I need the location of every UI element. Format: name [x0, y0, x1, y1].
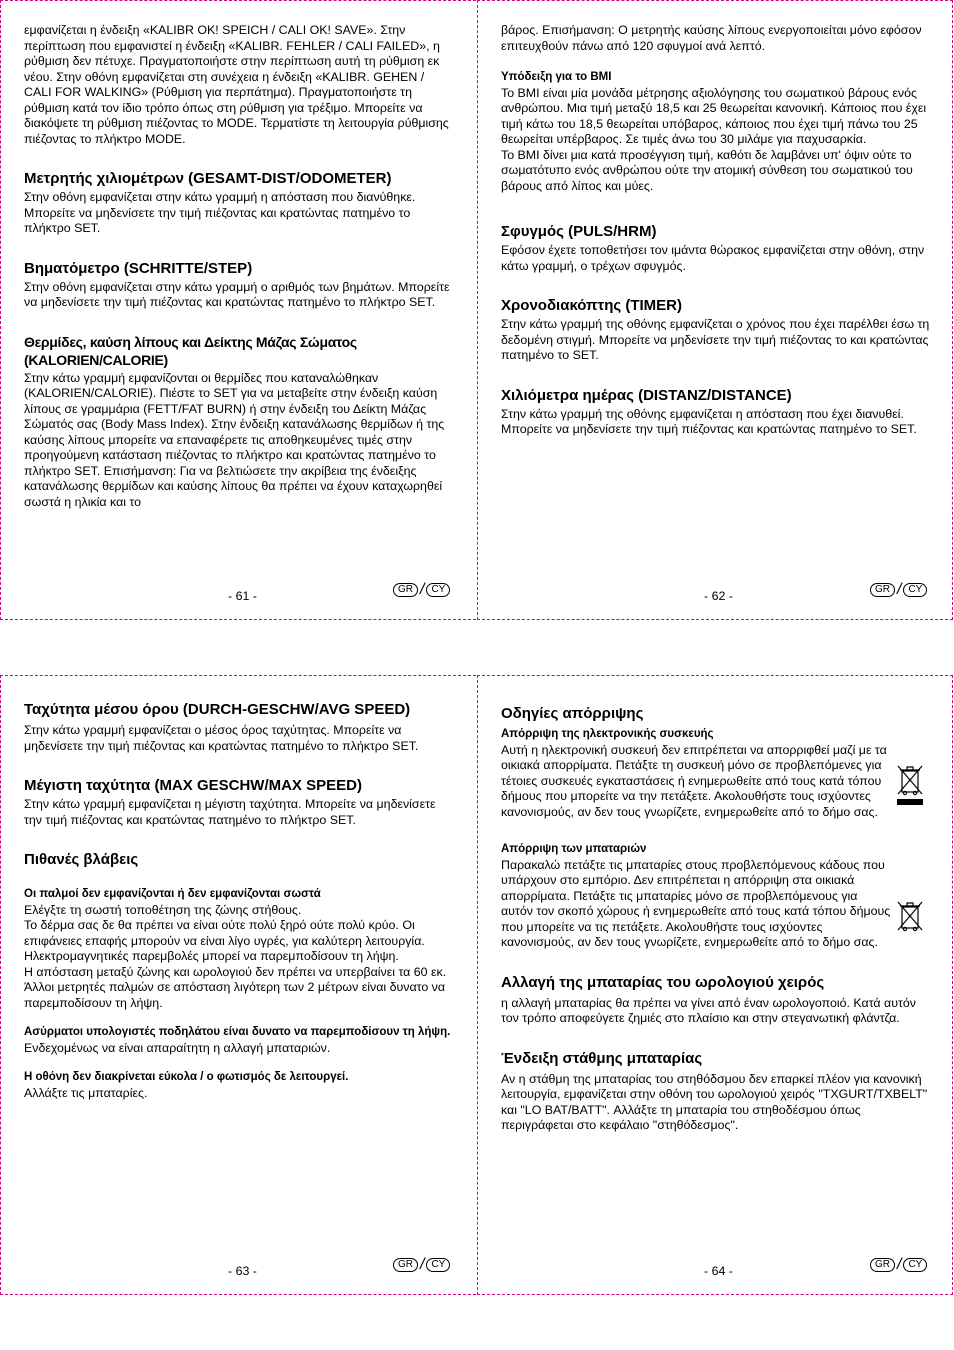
badge-cy: CY	[903, 1258, 927, 1272]
badge-cy: CY	[903, 583, 927, 597]
language-badge	[393, 583, 450, 597]
badge-cy: CY	[426, 1258, 450, 1272]
page-number: - 63 -	[228, 1264, 257, 1278]
paragraph: Ενδεχομένως να είναι απαραίτητη η αλλαγή μπαταριών.	[24, 1040, 331, 1055]
paragraph: Εφόσον έχετε τοποθετήσει τον ιμάντα θώρακος εμφανίζεται στην οθόνη, στην κάτω γραμμή, ο τρέχων σφυγμός.	[501, 243, 925, 273]
paragraph: η αλλαγή μπαταρίας θα πρέπει να γίνει από έναν ωρολογοποιό. Κατά αυτόν τον τρόπο αποφεύγετε ζημιές στο πλαίσιο και στην στεγανωτική φλάντζα.	[501, 995, 916, 1025]
section-heading: Ένδειξη στάθμης μπαταρίας	[501, 1049, 703, 1067]
subsection-heading: Απόρριψη της ηλεκτρονικής συσκευής	[501, 728, 714, 740]
badge-slash: /	[420, 1256, 425, 1273]
page-63	[0, 675, 476, 1295]
page-61	[0, 0, 476, 620]
paragraph: Στην κάτω γραμμή εμφανίζονται οι θερμίδες που καταναλώθηκαν (KALORIEN/CALORIE). Πιέστε το SET για να μεταβείτε στην ένδειξη καύση λίπους σε γραμμάρια (FETT/FAT BURN) ή στην ένδειξη του Δείκτη Μάζας Σώματός σας (Body Mass Index). Στην ένδειξη κατανάλωσης θερμίδων ή της καύσης λίπους μπορείτε να επαναφέρετε τις αποθηκευμένες τιμές στην προηγούμενη κατάσταση πιέζοντας το πλήκτρο και κρατώντας πατημένο το πλήκτρο SET. Επισήμανση: Για να βελτιώσετε την ακρίβεια της ένδειξης κατανάλωσης θερμίδων και καύσης λίπους θα πρέπει να έχουν καταχωρηθεί σωστά η ηλικία και το	[24, 370, 445, 509]
section-heading: Αλλαγή της μπαταρίας του ωρολογιού χειρός	[501, 973, 825, 991]
section-heading: Χρονοδιακόπτης (TIMER)	[501, 297, 683, 314]
subsection-heading: Απόρριψη των μπαταριών	[501, 843, 647, 855]
paragraph: Αλλάξτε τις μπαταρίες.	[24, 1085, 148, 1100]
paragraph: Το BMI είναι μία μονάδα μέτρησης αξιολόγησης του σωματικού βάρους ενός ανθρώπου. Μια τιμή μεταξύ 18,5 και 25 θεωρείται κανονική. Κάποιος που έχει τιμή κάτω του 18,5 θεωρείται υπόβαρος, κάποιος που έχει τιμή πάνω του 25 θεωρείται υπέρβαρος. Σε τιμές άνω του 30 μιλάμε για παχυσαρκία.	[501, 85, 927, 146]
paragraph: Άλλοι μετρητές παλμών σε απόσταση λιγότερη των 2 μέτρων είναι δυνατο να παρεμποδίσουν τη λήψη.	[24, 980, 446, 1010]
language-badge	[393, 1258, 450, 1272]
section-heading: Μετρητής χιλιομέτρων (GESAMT-DIST/ODOMETER)	[24, 170, 392, 187]
language-badge	[870, 583, 927, 597]
paragraph: Στην κάτω γραμμή της οθόνης εμφανίζεται ο χρόνος που έχει παρέλθει έσω τη δεδομένη στιγμή. Μπορείτε να μηδενίσετε την τιμή πιέζοντας το και κρατώντας πατημένο το SET.	[501, 317, 930, 362]
page-number: - 64 -	[704, 1264, 733, 1278]
badge-gr: GR	[393, 583, 418, 597]
page-number: - 62 -	[704, 589, 733, 603]
paragraph: Στην κάτω γραμμή εμφανίζεται η μέγιστη ταχύτητα. Μπορείτε να μηδενίσετε την τιμή πιέζοντας και κρατώντας πατημένο το πλήκτρο SET.	[24, 797, 436, 827]
page-number: - 61 -	[228, 589, 257, 603]
paragraph: Το BMI δίνει μια κατά προσέγγιση τιμή, καθότι δε λαμβάνει υπ' όψιν ούτε το σωματότυπο ενός ανθρώπου ούτε την ατομική σύνθεση του σωματικού του βάρους από λίπος και μύες.	[501, 147, 913, 193]
paragraph: Στην οθόνη εμφανίζεται στην κάτω γραμμή η απόσταση που διανύθηκε. Μπορείτε να μηδενίσετε την τιμή πιέζοντας και κρατώντας πατημένο το πλήκτρο SET.	[24, 190, 416, 235]
badge-slash: /	[897, 1256, 902, 1273]
section-heading: Βηματόμετρο (SCHRITTE/STEP)	[24, 259, 253, 277]
badge-slash: /	[420, 581, 425, 598]
paragraph: Αν η στάθμη της μπαταρίας του στηθόδσμου δεν επαρκεί πλέον για κανονική λειτουργία, εμφανίζεται στην οθόνη του ωρολογιού χειρός "TXGURT/TXBELT" και "LO BAT/BATT". Αλλάξτε τη μπαταρία του στηθοδέσμου όπως περιγράφεται στο κεφάλαιο "στηθόδεσμος".	[501, 1071, 928, 1132]
subsection-heading: Η οθόνη δεν διακρίνεται εύκολα / ο φωτισμός δε λειτουργεί.	[24, 1071, 349, 1083]
section-heading: Σφυγμός (PULS/HRM)	[501, 223, 657, 240]
badge-gr: GR	[870, 583, 895, 597]
page-64	[477, 675, 953, 1295]
badge-slash: /	[897, 581, 902, 598]
paragraph: βάρος. Επισήμανση: Ο μετρητής καύσης λίπους ενεργοποιείται μόνο εφόσον επιτευχθούν πάνω από 120 σφυγμοί ανά λεπτό.	[501, 23, 922, 53]
page-62	[477, 0, 953, 620]
badge-cy: CY	[426, 583, 450, 597]
section-heading: Οδηγίες απόρριψης	[501, 705, 644, 722]
paragraph: Ηλεκτρομαγνητικές παρεμβολές μπορεί να παρεμποδίσουν τη λήψη.	[24, 949, 399, 963]
crossed-out-bin-icon	[894, 762, 926, 813]
section-heading: Χιλιόμετρα ημέρας (DISTANZ/DISTANCE)	[501, 386, 792, 404]
paragraph: Στην κάτω γραμμή εμφανίζεται ο μέσος όρος ταχύτητας. Μπορείτε να μηδενίσετε την τιμή πιέζοντας και κρατώντας πατημένο το πλήκτρο SET.	[24, 723, 419, 753]
crossed-out-bin-icon	[894, 898, 926, 939]
paragraph: Η απόσταση μεταξύ ζώνης και ωρολογιού δεν πρέπει να υπερβαίνει τα 60 εκ.	[24, 964, 447, 979]
section-heading: Ταχύτητα μέσου όρου (DURCH-GESCHW/AVG SPEED)	[24, 701, 411, 718]
section-heading: Θερμίδες, καύση λίπους και Δείκτης Μάζας Σώματος (KALORIEN/CALORIE)	[24, 333, 357, 368]
paragraph: Το δέρμα σας δε θα πρέπει να είναι ούτε πολύ ξηρό ούτε πολύ κρύο. Οι επιφάνειες επαφής μπορούν να είναι λίγο υγρές, για καλύτερη λειτουργία.	[24, 918, 425, 948]
page-64-content	[501, 704, 933, 1134]
page-61-content	[24, 23, 454, 510]
badge-gr: GR	[870, 1258, 895, 1272]
paragraph: Αυτή η ηλεκτρονική συσκευή δεν επιτρέπεται να απορριφθεί μαζί με τα οικιακά απορρίματα. Πετάξτε τη συσκευή μόνο σε προβλεπόμενες για τέτοιες συσκευές εγκαταστάσεις ή ενημερωθείτε από τους κατά τόπου δήμους που μπορείτε να την πετάξετε. Ακολουθήστε τους ισχύοντες κανονισμούς, αν δεν τους γνωρίζετε, ενημερωθείτε από το δήμο σας.	[501, 742, 887, 819]
subsection-heading: Υπόδειξη για το BMI	[501, 71, 612, 83]
page-63-content	[24, 700, 454, 1101]
paragraph: Ελέγξτε τη σωστή τοποθέτηση της ζώνης στήθους.	[24, 902, 302, 917]
badge-gr: GR	[393, 1258, 418, 1272]
paragraph: Στην οθόνη εμφανίζεται στην κάτω γραμμή ο αριθμός των βημάτων. Μπορείτε να μηδενίσετε την τιμή πιέζοντας και κρατώντας πατημένο το πλήκτρο SET.	[24, 279, 450, 309]
language-badge	[870, 1258, 927, 1272]
subsection-heading: Ασύρματοι υπολογιστές ποδηλάτου είναι δυνατο να παρεμποδίσουν τη λήψη.	[24, 1026, 451, 1038]
page-62-content	[501, 23, 933, 438]
section-heading: Πιθανές βλάβεις	[24, 851, 139, 868]
paragraph: Παρακαλώ πετάξτε τις μπαταρίες στους προβλεπόμενους κάδους που υπάρχουν στο εμπόριο. Δεν επιτρέπεται η απόρριψη στα οικιακά απορρίματα. Πετάξτε τις μπαταρίες μόνο σε προβλεπόμενους για αυτόν τον σκοπό χώρους ή ενημερωθείτε από τους κατά τόπου δήμους που μπορείτε να τις πετάξετε. Ακολουθήστε τους ισχύοντες κανονισμούς, αν δεν τους γνωρίζετε, ενημερωθείτε από το δήμο σας.	[501, 857, 891, 949]
subsection-heading: Οι παλμοί δεν εμφανίζονται ή δεν εμφανίζονται σωστά	[24, 888, 321, 900]
paragraph: Στην κάτω γραμμή της οθόνης εμφανίζεται η απόσταση που έχει διανυθεί. Μπορείτε να μηδενίσετε την τιμή πιέζοντας και κρατώντας πατημένο το SET.	[501, 406, 917, 436]
section-heading: Μέγιστη ταχύτητα (MAX GESCHW/MAX SPEED)	[24, 777, 362, 794]
paragraph: εμφανίζεται η ένδειξη «KALIBR OK! SPEICH / CALI OK! SAVE». Στην περίπτωση που εμφανιστεί η ένδειξη «KALIBR. FEHLER / CALI FAILED», η ρύθμιση δεν πέτυχε. Πραγματοποιήστε στην περίπτωση αυτή τη ρύθμιση εκ νέου. Στην οθόνη εμφανίζεται στη συνέχεια η ένδειξη «KALIBR. GEHEN / CALI FOR WALKING» (Ρύθμιση για περπάτημα). Πραγματοποιήστε τη ρύθμιση κατά τον ίδιο τρόπο όπως στη ρύθμιση για τρέξιμο. Μπορείτε να διακόψετε τη ρύθμιση πιέζοντας το MODE. Τερματίστε τη λειτουργία ρύθμισης πιέζοντας το πλήκτρο MODE.	[24, 23, 449, 146]
